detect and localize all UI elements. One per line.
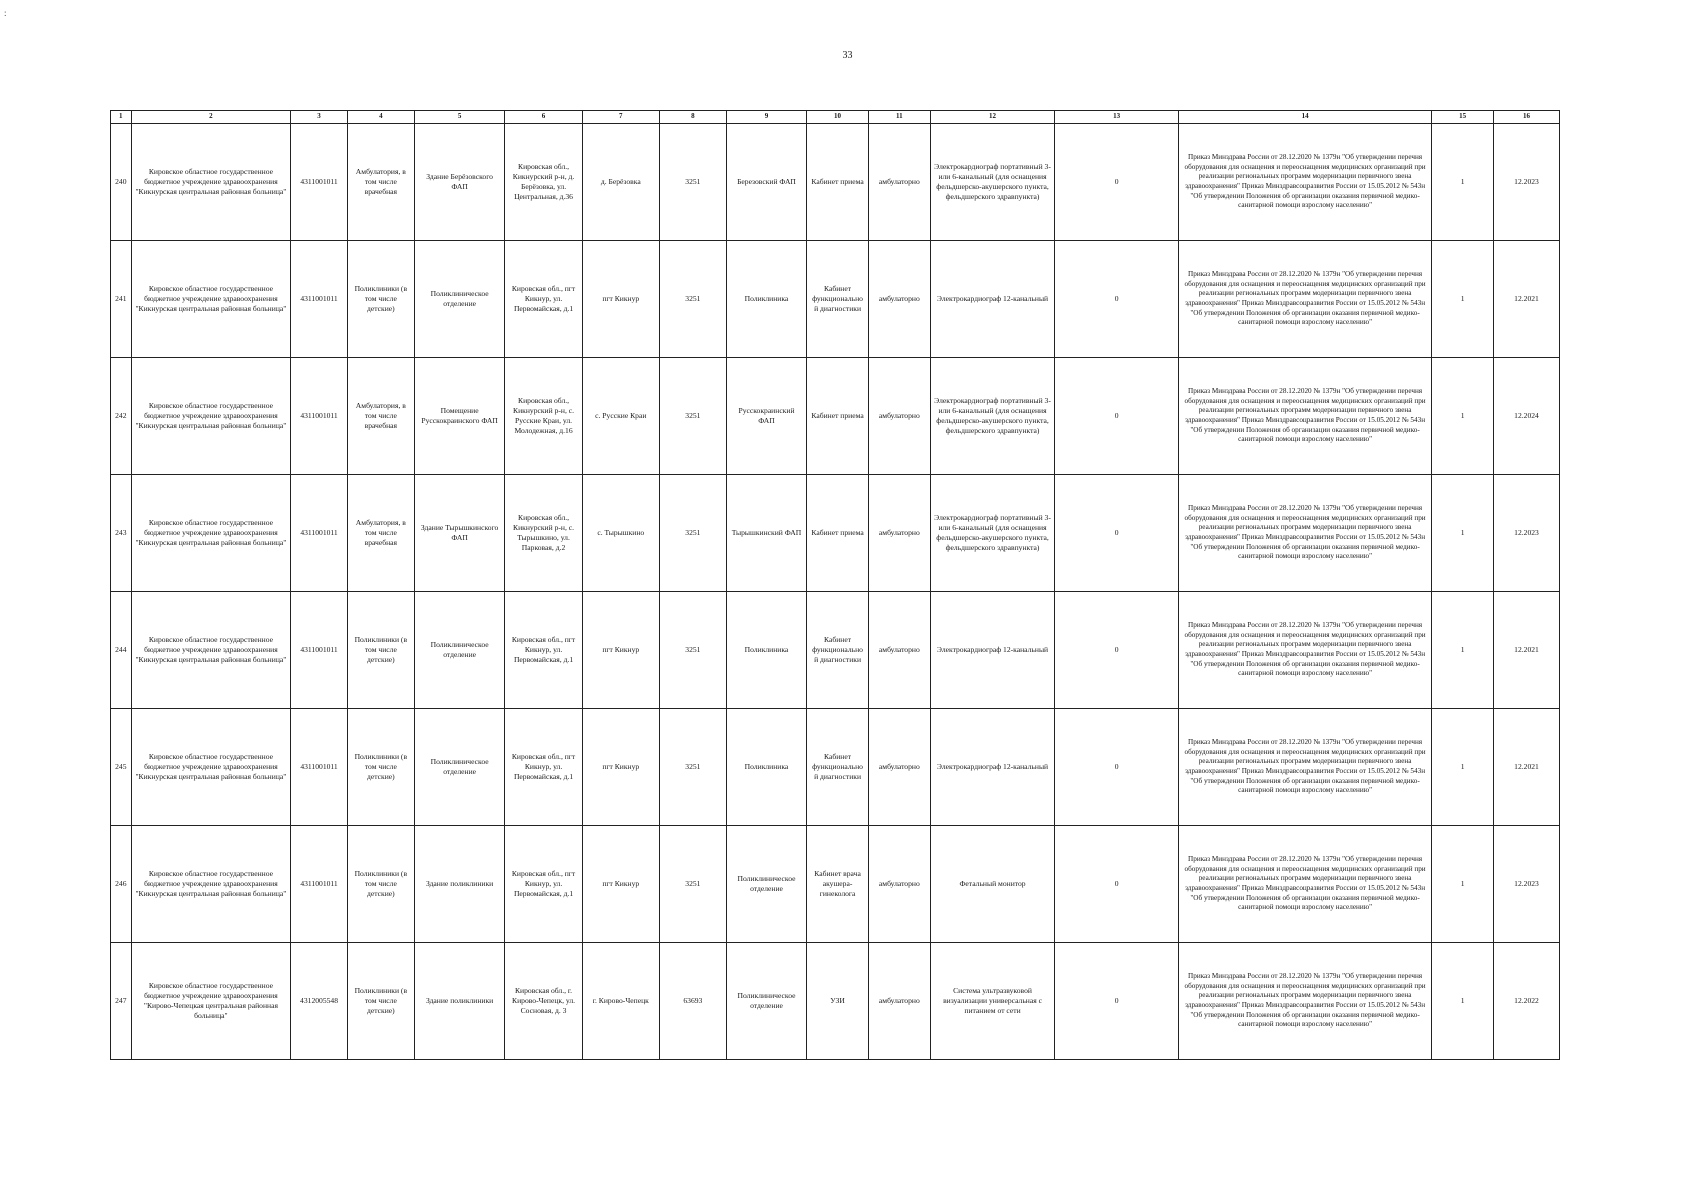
cell-col-5: Здание поликлиники xyxy=(414,826,505,943)
cell-col-2: Кировское областное государственное бюджетное учреждение здравоохранения "Кикнурская центральная районная больница" xyxy=(131,592,291,709)
cell-col-3: 4311001011 xyxy=(291,592,348,709)
cell-col-6: Кировская обл., г. Кирово-Чепецк, ул. Сосновая, д. 3 xyxy=(505,943,582,1060)
cell-col-9: Тырышкинский ФАП xyxy=(726,475,806,592)
cell-col-8: 3251 xyxy=(659,124,726,241)
table-row xyxy=(111,241,1560,358)
column-number-3: 3 xyxy=(291,111,348,124)
column-number-16: 16 xyxy=(1494,111,1560,124)
table-body xyxy=(111,124,1560,1060)
cell-col-14: Приказ Минздрава России от 28.12.2020 № 1379н "Об утверждении перечня оборудования для оснащения и переоснащения медицинских организаций при реализации региональных программ модернизации первичного звена здравоохранения" Приказ Минздравсоцразвития России от 15.05.2012 № 543н "Об утверждении Положения об организации оказания первичной медико-санитарной помощи взрослому населению" xyxy=(1178,709,1431,826)
cell-col-13: 0 xyxy=(1055,241,1179,358)
cell-col-12: Фетальный монитор xyxy=(930,826,1055,943)
cell-col-10: Кабинет врача акушера-гинеколога xyxy=(807,826,869,943)
cell-col-11: амбулаторно xyxy=(868,124,930,241)
column-number-4: 4 xyxy=(347,111,414,124)
cell-col-4: Поликлиники (в том числе детские) xyxy=(347,826,414,943)
column-number-15: 15 xyxy=(1432,111,1494,124)
cell-col-16: 12.2021 xyxy=(1494,241,1560,358)
table-row xyxy=(111,943,1560,1060)
cell-col-15: 1 xyxy=(1432,124,1494,241)
cell-col-13: 0 xyxy=(1055,943,1179,1060)
cell-col-8: 3251 xyxy=(659,475,726,592)
column-number-2: 2 xyxy=(131,111,291,124)
cell-col-3: 4311001011 xyxy=(291,124,348,241)
cell-col-12: Электрокардиограф портативный 3- или 6-канальный (для оснащения фельдшерско-акушерского пункта, фельдшерского здравпункта) xyxy=(930,475,1055,592)
cell-col-10: Кабинет функциональной диагностики xyxy=(807,241,869,358)
cell-col-16: 12.2021 xyxy=(1494,709,1560,826)
cell-col-9: Поликлиническое отделение xyxy=(726,826,806,943)
cell-col-7: пгт Кикнур xyxy=(582,592,659,709)
cell-col-4: Поликлиники (в том числе детские) xyxy=(347,709,414,826)
cell-col-11: амбулаторно xyxy=(868,475,930,592)
column-number-12: 12 xyxy=(930,111,1055,124)
cell-col-15: 1 xyxy=(1432,241,1494,358)
cell-col-14: Приказ Минздрава России от 28.12.2020 № 1379н "Об утверждении перечня оборудования для оснащения и переоснащения медицинских организаций при реализации региональных программ модернизации первичного звена здравоохранения" Приказ Минздравсоцразвития России от 15.05.2012 № 543н "Об утверждении Положения об организации оказания первичной медико-санитарной помощи взрослому населению" xyxy=(1178,943,1431,1060)
cell-col-8: 3251 xyxy=(659,592,726,709)
cell-col-1: 242 xyxy=(111,358,132,475)
cell-col-13: 0 xyxy=(1055,475,1179,592)
cell-col-7: г. Кирово-Чепецк xyxy=(582,943,659,1060)
cell-col-16: 12.2024 xyxy=(1494,358,1560,475)
cell-col-3: 4311001011 xyxy=(291,241,348,358)
cell-col-12: Электрокардиограф портативный 3- или 6-канальный (для оснащения фельдшерско-акушерского пункта, фельдшерского здравпункта) xyxy=(930,124,1055,241)
column-number-5: 5 xyxy=(414,111,505,124)
cell-col-8: 3251 xyxy=(659,358,726,475)
cell-col-11: амбулаторно xyxy=(868,241,930,358)
cell-col-12: Электрокардиограф портативный 3- или 6-канальный (для оснащения фельдшерско-акушерского пункта, фельдшерского здравпункта) xyxy=(930,358,1055,475)
column-number-9: 9 xyxy=(726,111,806,124)
cell-col-10: Кабинет функциональной диагностики xyxy=(807,592,869,709)
cell-col-6: Кировская обл., Кикнурский р-н, с. Тырышкино, ул. Парковая, д.2 xyxy=(505,475,582,592)
cell-col-6: Кировская обл., пгт Кикнур, ул. Первомайская, д.1 xyxy=(505,592,582,709)
cell-col-9: Поликлиническое отделение xyxy=(726,943,806,1060)
cell-col-1: 246 xyxy=(111,826,132,943)
cell-col-13: 0 xyxy=(1055,826,1179,943)
cell-col-10: УЗИ xyxy=(807,943,869,1060)
cell-col-11: амбулаторно xyxy=(868,826,930,943)
cell-col-6: Кировская обл., Кикнурский р-н, с. Русские Краи, ул. Молодежная, д.16 xyxy=(505,358,582,475)
column-number-row xyxy=(111,111,1560,124)
cell-col-15: 1 xyxy=(1432,475,1494,592)
column-number-1: 1 xyxy=(111,111,132,124)
column-number-8: 8 xyxy=(659,111,726,124)
cell-col-7: с. Тырышкино xyxy=(582,475,659,592)
table-row xyxy=(111,709,1560,826)
cell-col-14: Приказ Минздрава России от 28.12.2020 № 1379н "Об утверждении перечня оборудования для оснащения и переоснащения медицинских организаций при реализации региональных программ модернизации первичного звена здравоохранения" Приказ Минздравсоцразвития России от 15.05.2012 № 543н "Об утверждении Положения об организации оказания первичной медико-санитарной помощи взрослому населению" xyxy=(1178,592,1431,709)
cell-col-8: 3251 xyxy=(659,241,726,358)
cell-col-3: 4311001011 xyxy=(291,358,348,475)
cell-col-2: Кировское областное государственное бюджетное учреждение здравоохранения "Кикнурская центральная районная больница" xyxy=(131,475,291,592)
table-row xyxy=(111,475,1560,592)
cell-col-12: Электрокардиограф 12-канальный xyxy=(930,709,1055,826)
cell-col-14: Приказ Минздрава России от 28.12.2020 № 1379н "Об утверждении перечня оборудования для оснащения и переоснащения медицинских организаций при реализации региональных программ модернизации первичного звена здравоохранения" Приказ Минздравсоцразвития России от 15.05.2012 № 543н "Об утверждении Положения об организации оказания первичной медико-санитарной помощи взрослому населению" xyxy=(1178,124,1431,241)
table-row xyxy=(111,592,1560,709)
table-row xyxy=(111,124,1560,241)
cell-col-13: 0 xyxy=(1055,592,1179,709)
cell-col-7: д. Берёзовка xyxy=(582,124,659,241)
cell-col-12: Система ультразвуковой визуализации универсальная с питанием от сети xyxy=(930,943,1055,1060)
cell-col-5: Здание Берёзовского ФАП xyxy=(414,124,505,241)
cell-col-6: Кировская обл., пгт Кикнур, ул. Первомайская, д.1 xyxy=(505,241,582,358)
cell-col-10: Кабинет функциональной диагностики xyxy=(807,709,869,826)
cell-col-11: амбулаторно xyxy=(868,358,930,475)
cell-col-3: 4311001011 xyxy=(291,826,348,943)
cell-col-4: Поликлиники (в том числе детские) xyxy=(347,592,414,709)
cell-col-6: Кировская обл., пгт Кикнур, ул. Первомайская, д.1 xyxy=(505,826,582,943)
cell-col-5: Помещение Русскокраинского ФАП xyxy=(414,358,505,475)
column-number-7: 7 xyxy=(582,111,659,124)
cell-col-2: Кировское областное государственное бюджетное учреждение здравоохранения "Кикнурская центральная районная больница" xyxy=(131,358,291,475)
cell-col-5: Поликлиническое отделение xyxy=(414,241,505,358)
cell-col-5: Здание Тырышкинского ФАП xyxy=(414,475,505,592)
cell-col-14: Приказ Минздрава России от 28.12.2020 № 1379н "Об утверждении перечня оборудования для оснащения и переоснащения медицинских организаций при реализации региональных программ модернизации первичного звена здравоохранения" Приказ Минздравсоцразвития России от 15.05.2012 № 543н "Об утверждении Положения об организации оказания первичной медико-санитарной помощи взрослому населению" xyxy=(1178,475,1431,592)
cell-col-13: 0 xyxy=(1055,124,1179,241)
cell-col-16: 12.2022 xyxy=(1494,943,1560,1060)
cell-col-1: 240 xyxy=(111,124,132,241)
cell-col-13: 0 xyxy=(1055,709,1179,826)
cell-col-2: Кировское областное государственное бюджетное учреждение здравоохранения "Кирово-Чепецкая центральная районная больница" xyxy=(131,943,291,1060)
column-number-6: 6 xyxy=(505,111,582,124)
cell-col-10: Кабинет приема xyxy=(807,124,869,241)
cell-col-4: Амбулатория, в том числе врачебная xyxy=(347,124,414,241)
cell-col-16: 12.2023 xyxy=(1494,826,1560,943)
cell-col-9: Поликлиника xyxy=(726,709,806,826)
cell-col-2: Кировское областное государственное бюджетное учреждение здравоохранения "Кикнурская центральная районная больница" xyxy=(131,241,291,358)
cell-col-15: 1 xyxy=(1432,592,1494,709)
cell-col-7: с. Русские Краи xyxy=(582,358,659,475)
cell-col-5: Поликлиническое отделение xyxy=(414,709,505,826)
cell-col-13: 0 xyxy=(1055,358,1179,475)
table-row xyxy=(111,826,1560,943)
cell-col-10: Кабинет приема xyxy=(807,358,869,475)
column-number-13: 13 xyxy=(1055,111,1179,124)
cell-col-4: Амбулатория, в том числе врачебная xyxy=(347,358,414,475)
cell-col-4: Амбулатория, в том числе врачебная xyxy=(347,475,414,592)
cell-col-15: 1 xyxy=(1432,709,1494,826)
scan-mark: : xyxy=(4,8,7,18)
cell-col-2: Кировское областное государственное бюджетное учреждение здравоохранения "Кикнурская центральная районная больница" xyxy=(131,124,291,241)
cell-col-9: Поликлиника xyxy=(726,592,806,709)
cell-col-1: 241 xyxy=(111,241,132,358)
cell-col-9: Поликлиника xyxy=(726,241,806,358)
cell-col-11: амбулаторно xyxy=(868,943,930,1060)
cell-col-8: 3251 xyxy=(659,826,726,943)
cell-col-4: Поликлиники (в том числе детские) xyxy=(347,241,414,358)
cell-col-2: Кировское областное государственное бюджетное учреждение здравоохранения "Кикнурская центральная районная больница" xyxy=(131,826,291,943)
cell-col-12: Электрокардиограф 12-канальный xyxy=(930,592,1055,709)
cell-col-7: пгт Кикнур xyxy=(582,709,659,826)
cell-col-11: амбулаторно xyxy=(868,709,930,826)
cell-col-4: Поликлиники (в том числе детские) xyxy=(347,943,414,1060)
cell-col-1: 244 xyxy=(111,592,132,709)
cell-col-14: Приказ Минздрава России от 28.12.2020 № 1379н "Об утверждении перечня оборудования для оснащения и переоснащения медицинских организаций при реализации региональных программ модернизации первичного звена здравоохранения" Приказ Минздравсоцразвития России от 15.05.2012 № 543н "Об утверждении Положения об организации оказания первичной медико-санитарной помощи взрослому населению" xyxy=(1178,826,1431,943)
cell-col-15: 1 xyxy=(1432,826,1494,943)
cell-col-7: пгт Кикнур xyxy=(582,241,659,358)
column-number-14: 14 xyxy=(1178,111,1431,124)
cell-col-7: пгт Кикнур xyxy=(582,826,659,943)
cell-col-3: 4311001011 xyxy=(291,709,348,826)
equipment-table xyxy=(110,110,1560,1060)
cell-col-10: Кабинет приема xyxy=(807,475,869,592)
page-number: 33 xyxy=(842,50,853,61)
cell-col-1: 247 xyxy=(111,943,132,1060)
cell-col-6: Кировская обл., пгт Кикнур, ул. Первомайская, д.1 xyxy=(505,709,582,826)
column-number-11: 11 xyxy=(868,111,930,124)
cell-col-2: Кировское областное государственное бюджетное учреждение здравоохранения "Кикнурская центральная районная больница" xyxy=(131,709,291,826)
cell-col-6: Кировская обл., Кикнурский р-н, д. Берёзовка, ул. Центральная, д.36 xyxy=(505,124,582,241)
cell-col-1: 245 xyxy=(111,709,132,826)
cell-col-3: 4311001011 xyxy=(291,475,348,592)
cell-col-16: 12.2023 xyxy=(1494,475,1560,592)
cell-col-3: 4312005548 xyxy=(291,943,348,1060)
cell-col-8: 63693 xyxy=(659,943,726,1060)
cell-col-12: Электрокардиограф 12-канальный xyxy=(930,241,1055,358)
cell-col-9: Русскокраинский ФАП xyxy=(726,358,806,475)
cell-col-8: 3251 xyxy=(659,709,726,826)
cell-col-1: 243 xyxy=(111,475,132,592)
cell-col-14: Приказ Минздрава России от 28.12.2020 № 1379н "Об утверждении перечня оборудования для оснащения и переоснащения медицинских организаций при реализации региональных программ модернизации первичного звена здравоохранения" Приказ Минздравсоцразвития России от 15.05.2012 № 543н "Об утверждении Положения об организации оказания первичной медико-санитарной помощи взрослому населению" xyxy=(1178,241,1431,358)
cell-col-15: 1 xyxy=(1432,943,1494,1060)
cell-col-15: 1 xyxy=(1432,358,1494,475)
cell-col-16: 12.2023 xyxy=(1494,124,1560,241)
column-number-10: 10 xyxy=(807,111,869,124)
cell-col-16: 12.2021 xyxy=(1494,592,1560,709)
cell-col-5: Поликлиническое отделение xyxy=(414,592,505,709)
cell-col-9: Березовский ФАП xyxy=(726,124,806,241)
cell-col-11: амбулаторно xyxy=(868,592,930,709)
table-row xyxy=(111,358,1560,475)
cell-col-5: Здание поликлиники xyxy=(414,943,505,1060)
cell-col-14: Приказ Минздрава России от 28.12.2020 № 1379н "Об утверждении перечня оборудования для оснащения и переоснащения медицинских организаций при реализации региональных программ модернизации первичного звена здравоохранения" Приказ Минздравсоцразвития России от 15.05.2012 № 543н "Об утверждении Положения об организации оказания первичной медико-санитарной помощи взрослому населению" xyxy=(1178,358,1431,475)
